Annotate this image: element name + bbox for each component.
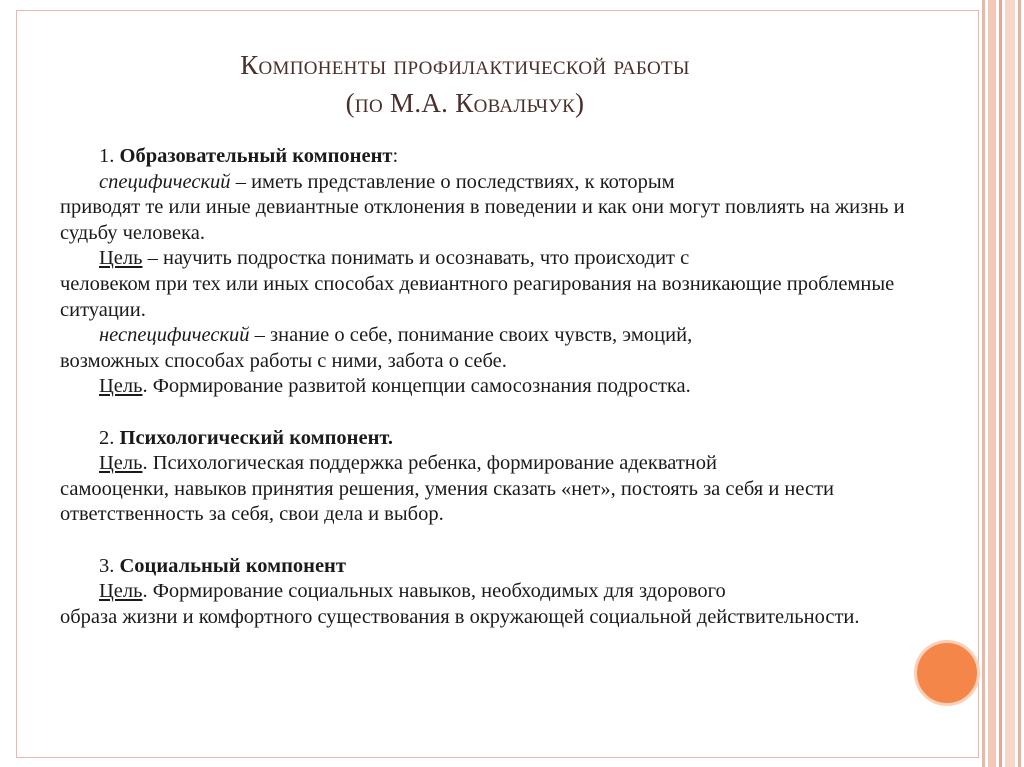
spacer <box>60 400 940 426</box>
goal-2-label: Цель <box>99 375 143 398</box>
section-3-heading <box>60 554 940 580</box>
section-3-goal-text-first: . Формирование социальных навыков, необходимых для здорового <box>142 580 726 603</box>
nonspecific-paragraph <box>60 323 940 374</box>
section-3-title: Социальный компонент <box>119 554 346 577</box>
section-2-goal-text-rest: самооценки, навыков принятия решения, умения сказать «нет», постоять за себя и нести ответственность за себя, свои дела и выбор. <box>60 477 835 526</box>
decorative-circle <box>914 640 980 706</box>
title-line-1: Компоненты профилактической работы <box>240 50 690 80</box>
goal-2-paragraph <box>60 374 940 400</box>
specific-term: специфический <box>99 170 231 193</box>
nonspecific-text-first: – знание о себе, понимание своих чувств, эмоций, <box>249 324 693 347</box>
stripe <box>982 0 985 767</box>
section-1-number: 1. <box>99 145 115 167</box>
specific-text-rest: приводят те или иные девиантные отклонения в поведении и как они могут повлиять на жизнь и судьбу человека. <box>60 196 905 244</box>
section-3-goal-label: Цель <box>99 580 143 603</box>
goal-2-text: . Формирование развитой концепции самосознания подростка. <box>142 375 691 398</box>
section-2-goal-text-first: . Психологическая поддержка ребенка, формирование адекватной <box>142 452 717 475</box>
decorative-stripes <box>982 0 1024 767</box>
goal-1-label: Цель <box>99 247 143 270</box>
nonspecific-text-rest: возможных способах работы с ними, забота о себе. <box>60 349 507 372</box>
section-2-goal-paragraph <box>60 451 940 528</box>
section-2-number: 2. <box>99 426 115 449</box>
section-2-heading <box>60 426 940 452</box>
section-2-title: Психологический компонент. <box>119 426 394 449</box>
goal-1-paragraph <box>60 246 940 323</box>
section-1-heading <box>60 144 940 170</box>
stripe <box>999 0 1002 767</box>
stripe <box>1018 0 1021 767</box>
specific-text-first: – иметь представление о последствиях, к которым <box>230 170 675 193</box>
stripe <box>988 0 996 767</box>
nonspecific-term: неспецифический <box>99 324 250 347</box>
stripe <box>1005 0 1015 767</box>
section-3-goal-text-rest: образа жизни и комфортного существования в окружающей социальной действительности. <box>60 605 860 628</box>
goal-1-text-first: – научить подростка понимать и осознавать, что происходит с <box>142 247 690 270</box>
section-1-title: Образовательный компонент <box>119 145 393 167</box>
slide-content <box>60 144 940 630</box>
title-line-2: (по М.А. Ковальчук) <box>345 88 585 118</box>
section-3-goal-paragraph <box>60 579 940 630</box>
section-3-number: 3. <box>99 554 115 577</box>
goal-1-text-rest: человеком при тех или иных способах девиантного реагирования на возникающие проблемные ситуации. <box>60 272 895 321</box>
section-1-colon: : <box>392 145 399 167</box>
spacer <box>60 528 940 554</box>
section-2-goal-label: Цель <box>99 452 143 475</box>
specific-paragraph <box>60 170 940 247</box>
slide-title <box>120 46 810 122</box>
